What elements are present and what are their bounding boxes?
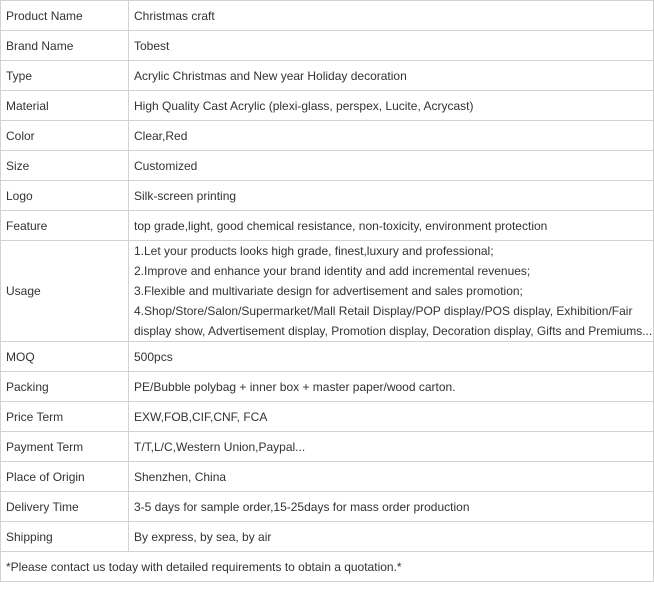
spec-row [1, 522, 654, 552]
spec-row [1, 492, 654, 522]
spec-label: Logo [1, 181, 129, 211]
spec-value: Christmas craft [129, 1, 654, 31]
spec-row [1, 372, 654, 402]
spec-value: Silk-screen printing [129, 181, 654, 211]
spec-label: Product Name [1, 1, 129, 31]
spec-label: Brand Name [1, 31, 129, 61]
spec-label: Type [1, 61, 129, 91]
spec-value: Shenzhen, China [129, 462, 654, 492]
spec-row [1, 432, 654, 462]
spec-label: MOQ [1, 342, 129, 372]
spec-label: Shipping [1, 522, 129, 552]
spec-value: Acrylic Christmas and New year Holiday decoration [129, 61, 654, 91]
spec-value: By express, by sea, by air [129, 522, 654, 552]
spec-value: 500pcs [129, 342, 654, 372]
spec-value: T/T,L/C,Western Union,Paypal... [129, 432, 654, 462]
spec-row [1, 31, 654, 61]
spec-value: Clear,Red [129, 121, 654, 151]
spec-row [1, 462, 654, 492]
spec-label: Place of Origin [1, 462, 129, 492]
spec-value: EXW,FOB,CIF,CNF, FCA [129, 402, 654, 432]
usage-line: 1.Let your products looks high grade, finest,luxury and professional; [134, 244, 494, 258]
quotation-note-row [1, 552, 654, 582]
spec-row [1, 211, 654, 241]
usage-line: 3.Flexible and multivariate design for advertisement and sales promotion; [134, 284, 523, 298]
spec-label: Price Term [1, 402, 129, 432]
spec-row [1, 181, 654, 211]
spec-label: Packing [1, 372, 129, 402]
spec-label: Feature [1, 211, 129, 241]
usage-value [129, 241, 654, 342]
spec-row [1, 402, 654, 432]
spec-row [1, 151, 654, 181]
usage-line: 4.Shop/Store/Salon/Supermarket/Mall Retail Display/POP display/POS display, Exhibition/Fair display show, Advertisement display, Promotion display, Decoration display, Gifts and Premiums... [134, 304, 653, 338]
spec-label: Usage [1, 241, 129, 342]
spec-label: Payment Term [1, 432, 129, 462]
spec-value: 3-5 days for sample order,15-25days for mass order production [129, 492, 654, 522]
spec-label: Material [1, 91, 129, 121]
spec-value: PE/Bubble polybag + inner box + master paper/wood carton. [129, 372, 654, 402]
spec-value: Tobest [129, 31, 654, 61]
spec-label: Delivery Time [1, 492, 129, 522]
usage-line: 2.Improve and enhance your brand identity and add incremental revenues; [134, 264, 531, 278]
spec-label: Size [1, 151, 129, 181]
spec-label: Color [1, 121, 129, 151]
spec-row [1, 91, 654, 121]
spec-row [1, 1, 654, 31]
spec-value: Customized [129, 151, 654, 181]
spec-value: top grade,light, good chemical resistance, non-toxicity, environment protection [129, 211, 654, 241]
spec-row [1, 61, 654, 91]
spec-value: High Quality Cast Acrylic (plexi-glass, perspex, Lucite, Acrycast) [129, 91, 654, 121]
spec-row [1, 342, 654, 372]
quotation-note: *Please contact us today with detailed requirements to obtain a quotation.* [1, 552, 654, 582]
spec-row [1, 121, 654, 151]
spec-row-usage [1, 241, 654, 342]
